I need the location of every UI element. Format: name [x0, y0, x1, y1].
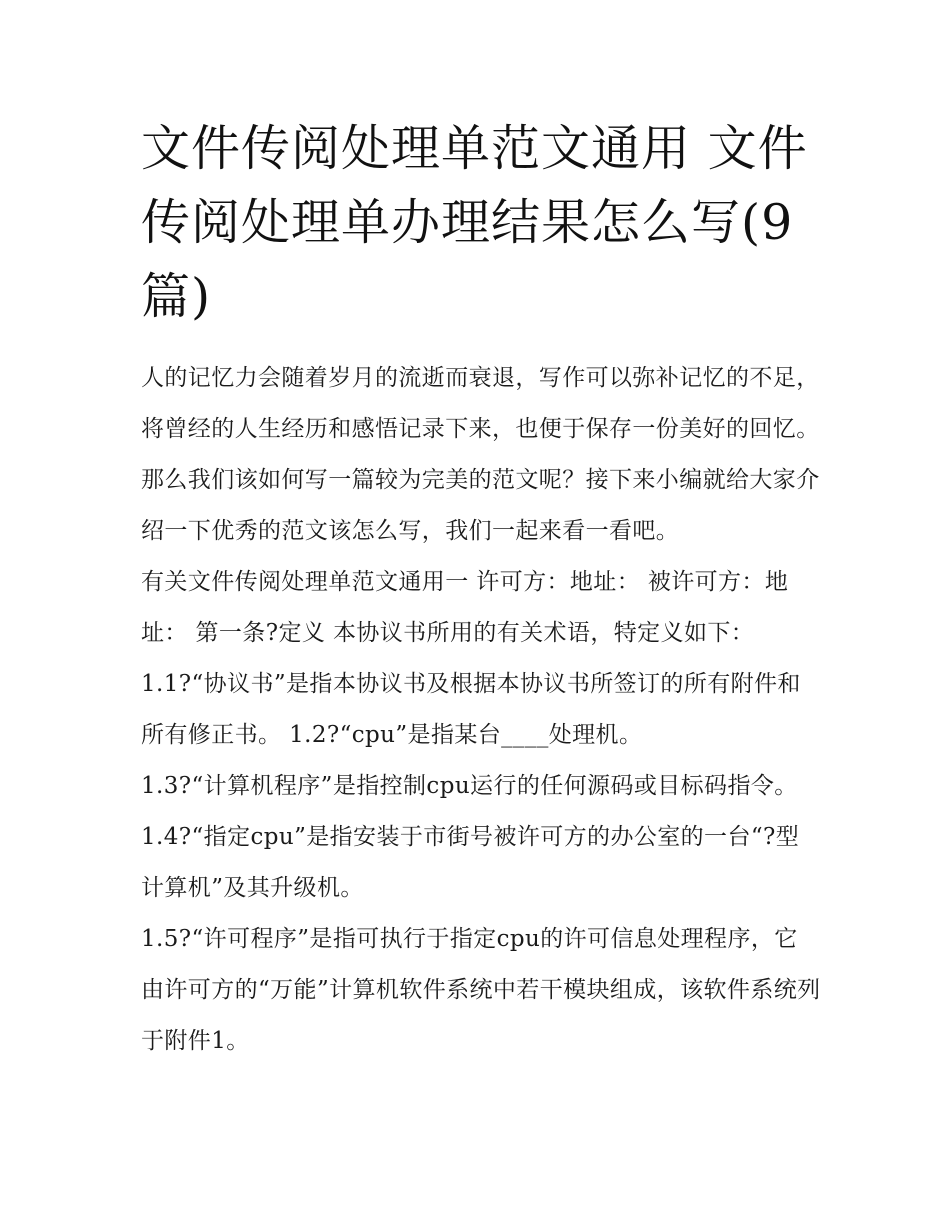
body-paragraph-3: 1.5?“许可程序”是指可执行于指定cpu的许可信息处理程序，它由许可方的“万能”计算机软件系统中若干模块组成，该软件系统列于附件1。 [141, 926, 821, 1054]
intro-paragraph: 人的记忆力会随着岁月的流逝而衰退，写作可以弥补记忆的不足，将曾经的人生经历和感悟记录下来，也便于保存一份美好的回忆。那么我们该如何写一篇较为完美的范文呢？接下来小编就给大家介绍一下优秀的范文该怎么写，我们一起来看一看吧。 [141, 365, 820, 544]
document-title: 文件传阅处理单范文通用 文件传阅处理单办理结果怎么写(9篇) [141, 120, 808, 325]
document-page [141, 112, 821, 1067]
body-paragraph-1: 有关文件传阅处理单范文通用一 许可方：地址： 被许可方：地址： 第一条?定义 本协议书所用的有关术语，特定义如下：1.1?“协议书”是指本协议书及根据本协议书所签订的所有附件和所有修正书。 1.2?“cpu”是指某台____处理机。 [141, 569, 801, 748]
body-paragraph-2: 1.3?“计算机程序”是指控制cpu运行的任何源码或目标码指令。 1.4?“指定cpu”是指安装于市街号被许可方的办公室的一台“?型计算机”及其升级机。 [141, 773, 800, 901]
